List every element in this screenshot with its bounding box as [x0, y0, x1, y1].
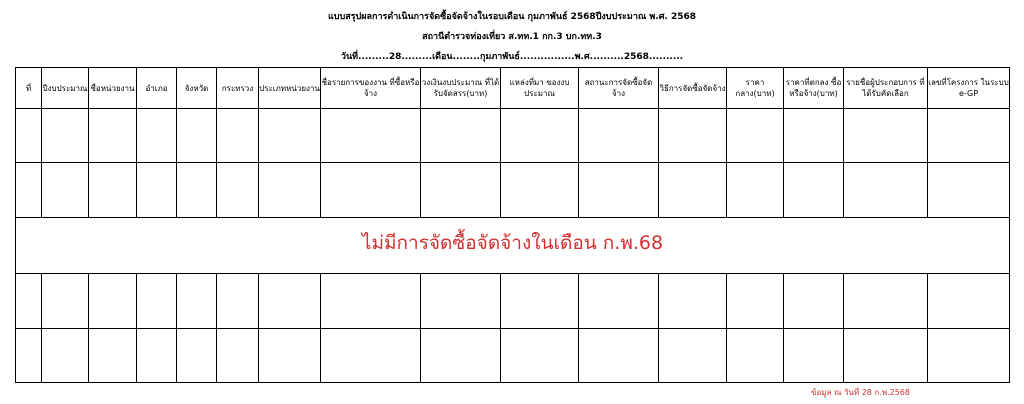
table-cell: [784, 328, 844, 382]
table-cell: [727, 163, 784, 217]
report-title: แบบสรุปผลการดำเนินการจัดซื้อจัดจ้างในรอบเดือน กุมภาพันธ์ 2568ปีงบประมาณ พ.ศ. 2568: [327, 12, 697, 22]
table-cell: [16, 328, 42, 382]
column-header: แหล่งที่มา ของงบประมาณ: [501, 68, 579, 109]
table-cell: [421, 109, 501, 163]
table-cell: [137, 328, 177, 382]
table-cell: [501, 274, 579, 328]
table-row: [16, 109, 1010, 163]
table-cell: [259, 109, 321, 163]
table-cell: [421, 328, 501, 382]
table-cell: [42, 163, 89, 217]
table-cell: [217, 109, 259, 163]
table-cell: [42, 274, 89, 328]
table-row: [16, 274, 1010, 328]
table-cell: [727, 274, 784, 328]
table-cell: [727, 328, 784, 382]
column-header: ที่: [16, 68, 42, 109]
no-procurement-row: [16, 217, 1010, 273]
station-name: สถานีตำรวจท่องเที่ยว ส.ทท.1 กก.3 บก.ทท.3: [422, 32, 602, 42]
column-header: ราคาที่ตกลง ซื้อหรือจ้าง(บาท): [784, 68, 844, 109]
table-cell: [259, 274, 321, 328]
report-date-line: วันที่.........28.........เดือน........กุมภาพันธ์................พ.ศ..........2568..........: [340, 52, 684, 62]
column-header: รายชื่อผู้ประกอบการ ที่ได้รับคัดเลือก: [844, 68, 928, 109]
table-cell: [784, 163, 844, 217]
table-cell: [659, 163, 727, 217]
column-header: ชื่อรายการของงาน ที่ซื้อหรือจ้าง: [321, 68, 421, 109]
table-cell: [16, 163, 42, 217]
column-header: กระทรวง: [217, 68, 259, 109]
table-cell: [42, 109, 89, 163]
table-cell: [659, 328, 727, 382]
column-header: ชื่อหน่วยงาน: [89, 68, 137, 109]
table-header-row: [16, 68, 1010, 109]
table-cell: [137, 274, 177, 328]
table-cell: [217, 328, 259, 382]
table-row: [16, 163, 1010, 217]
table-cell: [784, 109, 844, 163]
table-cell: [259, 328, 321, 382]
table-cell: [579, 328, 659, 382]
column-header: สถานะการจัดซื้อจัดจ้าง: [579, 68, 659, 109]
procurement-table: [15, 67, 1010, 383]
table-cell: [579, 274, 659, 328]
table-cell: [501, 163, 579, 217]
table-cell: [928, 274, 1010, 328]
table-cell: [579, 109, 659, 163]
table-cell: [89, 274, 137, 328]
column-header: วงเงินงบประมาณ ที่ได้รับจัดสรร(บาท): [421, 68, 501, 109]
table-cell: [421, 274, 501, 328]
table-cell: [784, 274, 844, 328]
table-cell: [137, 163, 177, 217]
table-cell: [928, 328, 1010, 382]
table-cell: [928, 109, 1010, 163]
table-cell: [579, 163, 659, 217]
table-cell: [844, 163, 928, 217]
table-cell: [928, 163, 1010, 217]
table-cell: [16, 274, 42, 328]
table-cell: [659, 109, 727, 163]
table-cell: [501, 109, 579, 163]
table-cell: [217, 163, 259, 217]
table-row: [16, 328, 1010, 382]
table-cell: [217, 274, 259, 328]
table-cell: [321, 274, 421, 328]
table-cell: [844, 109, 928, 163]
table-cell: [421, 163, 501, 217]
table-cell: [259, 163, 321, 217]
column-header: เลขที่โครงการ ในระบบ e-GP: [928, 68, 1010, 109]
column-header: ราคากลาง(บาท): [727, 68, 784, 109]
table-cell: [659, 274, 727, 328]
table-cell: [42, 328, 89, 382]
column-header: ปีงบประมาณ: [42, 68, 89, 109]
table-cell: [321, 163, 421, 217]
no-procurement-cell: [16, 217, 1010, 273]
table-cell: [844, 274, 928, 328]
table-cell: [844, 328, 928, 382]
table-cell: [89, 109, 137, 163]
table-cell: [177, 274, 217, 328]
column-header: วิธีการจัดซื้อจัดจ้าง: [659, 68, 727, 109]
table-cell: [89, 328, 137, 382]
table-cell: [501, 328, 579, 382]
data-as-of-note: ข้อมูล ณ วันที่ 28 ก.พ.2568: [810, 388, 910, 397]
table-cell: [177, 163, 217, 217]
table-cell: [321, 109, 421, 163]
no-procurement-note: ไม่มีการจัดซื้อจัดจ้างในเดือน ก.พ.68: [361, 232, 664, 255]
table-cell: [177, 109, 217, 163]
table-cell: [89, 163, 137, 217]
table-cell: [137, 109, 177, 163]
table-cell: [321, 328, 421, 382]
table-cell: [177, 328, 217, 382]
table-cell: [16, 109, 42, 163]
column-header: จังหวัด: [177, 68, 217, 109]
table-cell: [727, 109, 784, 163]
column-header: ประเภทหน่วยงาน: [259, 68, 321, 109]
column-header: อำเภอ: [137, 68, 177, 109]
